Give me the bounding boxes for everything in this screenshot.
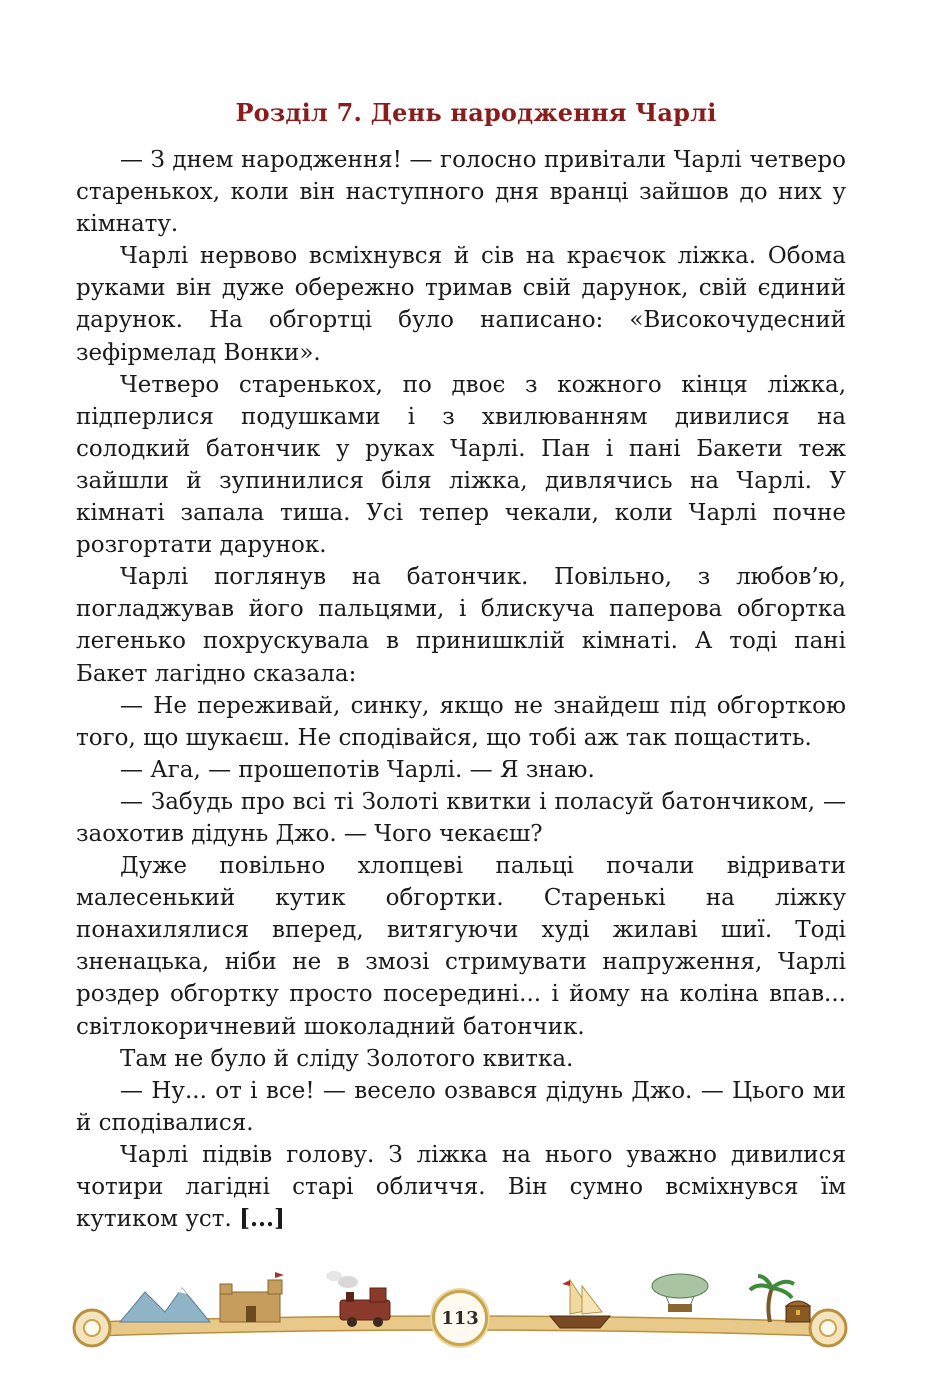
paragraph: Чарлі поглянув на батончик. Повільно, з любов’ю, погладжував його пальцями, і блискуча паперова обгортка легенько похрускувала в принишклій кімнаті. А тоді пані Бакет лагідно сказала: (76, 564, 846, 687)
paragraph: Четверо старенькох, по двоє з кожного кінця ліжка, підперлися подушками і з хвилюванням дивилися на солодкий батончик у руках Чарлі. Пан і пані Бакети теж зайшли й зупинилися біля ліжка, дивлячись на Чарлі. У кімнаті запала тиша. Усі тепер чекали, коли Чарлі почне розгортати дарунок. (76, 371, 846, 559)
paragraph: — Ага, — прошепотів Чарлі. — Я знаю. (120, 756, 595, 783)
paragraph-text: Чарлі підвів голову. З ліжка на нього уважно дивилися чотири лагідні старі обличчя. Він сумно всміхнувся їм кутиком уст. (76, 1141, 846, 1233)
page-number: 113 (441, 1307, 479, 1329)
castle-icon (220, 1272, 284, 1322)
paragraph-last (76, 1139, 846, 1235)
ellipsis-mark: [...] (239, 1205, 285, 1233)
paragraph: — Не переживай, синку, якщо не знайдеш під обгорткою того, що шукаєш. Не сподівайся, що тобі аж так пощастить. (76, 692, 846, 751)
chapter-text (76, 144, 846, 1235)
paragraph: Чарлі нервово всміхнувся й сів на краєчок ліжка. Обома руками він дуже обережно тримав свій дарунок, свій єдиний дарунок. На обгортці було написано: «Високочудесний зефірмелад Вонки». (76, 243, 846, 366)
treasure-chest-icon (786, 1301, 810, 1322)
chapter-title: Розділ 7. День народження Чарлі (235, 98, 717, 127)
sailing-ship-icon (550, 1280, 610, 1328)
left-medallion-icon (74, 1310, 110, 1346)
paragraph: — З днем народження! — голосно привітали Чарлі четверо старенькох, коли він наступного дня вранці зайшов до них у кімнату. (76, 147, 846, 238)
mountains-icon (120, 1288, 210, 1322)
paragraph: — Забудь про всі ті Золоті квитки і поласуй батончиком, — заохотив дідунь Джо. — Чого чекаєш? (76, 788, 846, 847)
right-medallion-icon (810, 1310, 846, 1346)
airship-icon (652, 1274, 708, 1312)
paragraph: Дуже повільно хлопцеві пальці почали відривати малесенький кутик обгортки. Старенькі на ліжку понахилялися вперед, витягуючи худі жилаві шиї. Тоді зненацька, ніби не в змозі стримувати напруження, Чарлі роздер обгортку просто посередині... і йому на коліна впав... світлокоричневий шоколадний батончик. (76, 853, 846, 1040)
page-number-badge (432, 1290, 488, 1346)
paragraph: — Ну... от і все! — весело озвався дідунь Джо. — Цього ми й сподівалися. (76, 1077, 846, 1136)
paragraph: Там не було й сліду Золотого квитка. (120, 1045, 574, 1072)
